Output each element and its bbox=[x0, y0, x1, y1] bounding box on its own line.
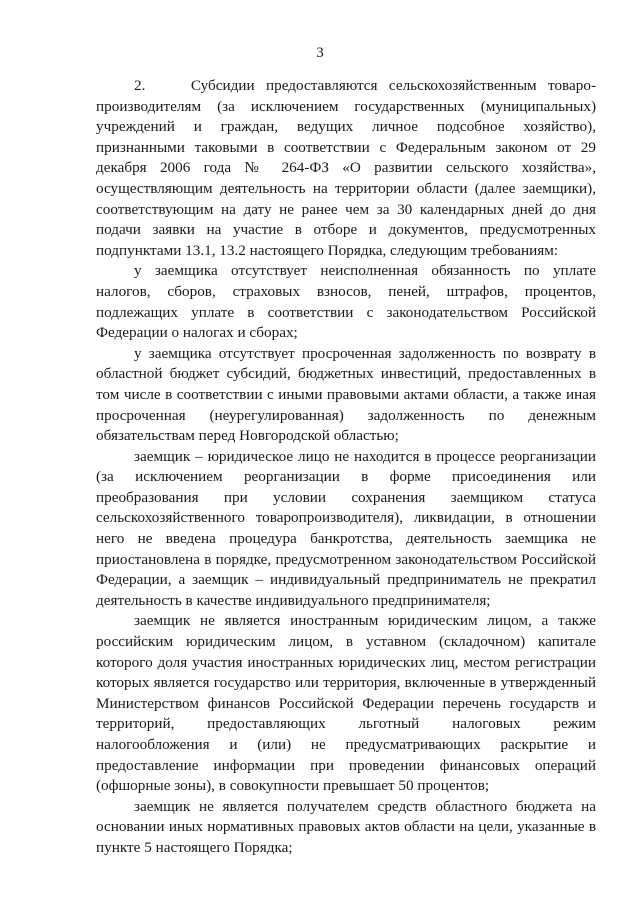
paragraph-subsidy-conditions: 2. Субсидии предоставляются сельскохозяйственным товаро-производителям (за исключением государственных (муниципальных) учреждений и граждан, ведущих личное подсобное хозяйство), признанными таковыми в соответствии с Федеральным законом от 29 декабря 2006 года № 264-ФЗ «О развитии сельского хозяйства», осуществляющим деятельность на территории области (далее заемщики), соответствующим на дату не ранее чем за 30 календарных дней до дня подачи заявки на участие в отборе и документов, предусмотренных подпунктами 13.1, 13.2 настоящего Порядка, следующим требованиям: bbox=[96, 77, 596, 259]
paragraph-foreign-entity: заемщик не является иностранным юридическим лицом, а также российским юридическим лицом, в уставном (складочном) капитале которого доля участия иностранных юридических лиц, местом регистрации которых является государство или территория, включенные в утвержденный Министерством финансов Российской Федерации перечень государств и территорий, предоставляющих льготный налоговых режим налогообложения и (или) не предусматривающих раскрытие и предоставление информации при проведении финансовых операций (офшорные зоны), в совокупности превышает 50 процентов; bbox=[96, 612, 596, 795]
paragraph-tax-obligations: у заемщика отсутствует неисполненная обязанность по уплате налогов, сборов, страховых взносов, пеней, штрафов, процентов, подлежащих уплате в соответствии с законодательством Российской Федерации о налогах и сборах; bbox=[96, 262, 596, 342]
paragraph-budget-recipient: заемщик не является получателем средств областного бюджета на основании иных нормативных правовых актов области на цели, указанные в пункте 5 настоящего Порядка; bbox=[96, 797, 596, 856]
paragraph-overdue-debt: у заемщика отсутствует просроченная задолженность по возврату в областной бюджет субсидий, бюджетных инвестиций, предоставленных в том числе в соответствии с иными правовыми актами области, а также иная просроченная (неурегулированная) задолженность по денежным обязательствам перед Новгородской областью; bbox=[96, 344, 596, 445]
document-body bbox=[96, 76, 596, 859]
page-number: 3 bbox=[316, 45, 324, 61]
paragraph-reorganization: заемщик – юридическое лицо не находится в процессе реорганизации (за исключением реорганизации в форме присоединения или преобразования при условии сохранения заемщиком статуса сельскохозяйственного товаропроизводителя), ликвидации, в отношении него не введена процедура банкротства, деятельность заемщика не приостановлена в порядке, предусмотренном законодательством Российской Федерации, а заемщик – индивидуальный предприниматель не прекратил деятельность в качестве индивидуального предпринимателя; bbox=[96, 447, 596, 609]
